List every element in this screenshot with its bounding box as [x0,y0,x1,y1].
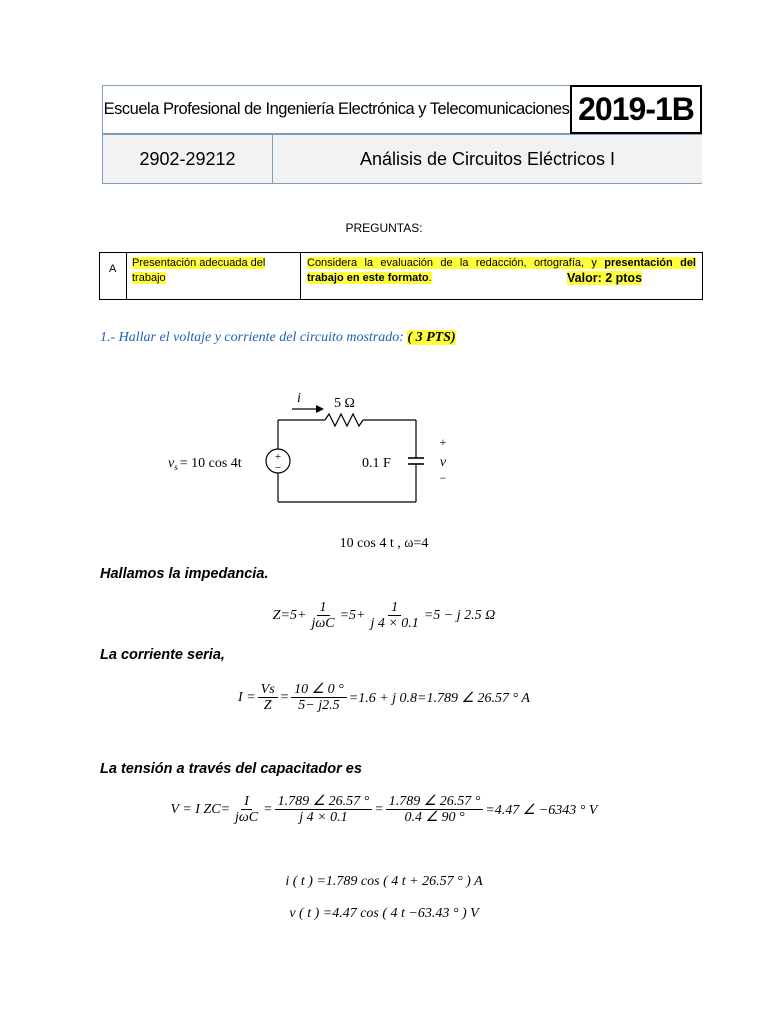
eq-v-frac3-num: 1.789 ∠ 26.57 ° [386,794,484,810]
header-course-cell [272,134,702,184]
current-time-equation [0,874,768,890]
eq-v-frac2-num: 1.789 ∠ 26.57 ° [275,794,373,810]
eq-z-mid: =5+ [339,608,366,623]
eq-i-frac2 [291,682,347,714]
school-name: Escuela Profesional de Ingeniería Electrónica y Telecomunicaciones [103,100,570,118]
criteria-desc-cell [301,253,702,299]
heading-impedance: Hallamos la impedancia. [100,566,269,582]
eq-z-frac1 [308,600,337,632]
eq-i-frac2-num: 10 ∠ 0 ° [291,682,347,698]
eq-v-frac2-den: j 4 × 0.1 [299,810,348,825]
eq-v-frac1-num: I [241,794,252,810]
eq-v-frac1 [232,794,261,826]
eq-v-frac3-den: 0.4 ∠ 90 ° [404,810,465,825]
eq-i-rhs: =1.6 + j 0.8=1.789 ∠ 26.57 ° A [348,690,530,706]
capacitor-label: 0.1 F [362,456,391,471]
eq-z-frac2 [367,600,421,632]
term-label: 2019-1B [578,91,694,127]
eq-v-frac1-den: jωC [235,810,259,825]
preguntas-title: PREGUNTAS: [345,221,423,235]
criteria-table [99,252,703,300]
svg-text:−: − [274,462,282,474]
eq-v-lhs: V = I ZC= [170,802,231,817]
header-school-cell [102,85,571,134]
cap-voltage-label: v [439,455,447,470]
cap-plus-sign: + [439,435,447,449]
eq-v-rhs: =4.47 ∠ −6343 ° V [485,802,598,818]
eq-v-eq1: = [263,802,273,817]
eq-i-frac1 [258,682,278,714]
criteria-label: Presentación adecuada del trabajo [132,257,266,284]
criteria-label-cell [127,253,301,299]
eq-it-text: i ( t ) =1.789 cos ( 4 t + 26.57 ° ) A [285,874,483,889]
criteria-letter: A [109,263,117,275]
eq-v-eq2: = [374,802,384,817]
criteria-desc-end: . [428,272,432,284]
criteria-letter-cell [100,253,127,299]
source-equation [0,536,768,552]
course-name: Análisis de Circuitos Eléctricos I [359,148,616,169]
eq-i-frac1-num: Vs [258,682,278,698]
heading-voltage: La tensión a través del capacitador es [100,761,362,777]
resistor-label: 5 Ω [334,396,355,411]
eq-vt-text: v ( t ) =4.47 cos ( 4 t −63.43 ° ) V [289,906,479,921]
svg-text:+: + [274,451,282,463]
eq-i-frac1-den: Z [263,698,272,713]
eq-z-frac2-den: j 4 × 0.1 [370,616,419,631]
resistor-symbol [325,414,363,426]
eq-v-frac3 [386,794,484,826]
impedance-equation [0,596,768,636]
question-1-text: 1.- Hallar el voltaje y corriente del circuito mostrado: [100,330,404,345]
question-1-points: ( 3 PTS) [407,330,456,345]
eq-v-frac2 [275,794,373,826]
eq-z-frac1-den: jωC [311,616,335,631]
eq-i-eq: = [279,690,290,705]
source-label: $v_s = 10$ cos 4t [168,456,242,472]
header-code-cell [102,134,273,184]
cap-minus-sign: − [439,471,447,485]
criteria-desc-part1: Considera la evaluación de la redacción, ortografía, y [307,257,605,269]
question-1 [100,330,456,346]
eq-i-frac2-den: 5− j2.5 [298,698,340,713]
current-label: i [297,391,301,406]
eq-z-lhs: Z=5+ [272,608,307,623]
current-equation [0,678,768,718]
criteria-value: Valor: 2 ptos [567,271,643,285]
circuit-diagram [160,380,460,510]
eq-z-frac1-num: 1 [317,600,330,616]
course-code: 2902-29212 [139,148,236,169]
eq-z-frac2-num: 1 [388,600,401,616]
header-term-cell [570,85,702,134]
eq-i-lhs: I = [238,690,256,705]
source-equation-text: 10 cos 4 t , ω=4 [339,536,429,551]
eq-z-rhs: =5 − j 2.5 Ω [423,608,496,623]
heading-current: La corriente seria, [100,647,225,663]
voltage-equation [0,790,768,830]
criteria-desc-bold: presentación del trabajo en este formato [307,257,696,284]
voltage-time-equation [0,906,768,922]
